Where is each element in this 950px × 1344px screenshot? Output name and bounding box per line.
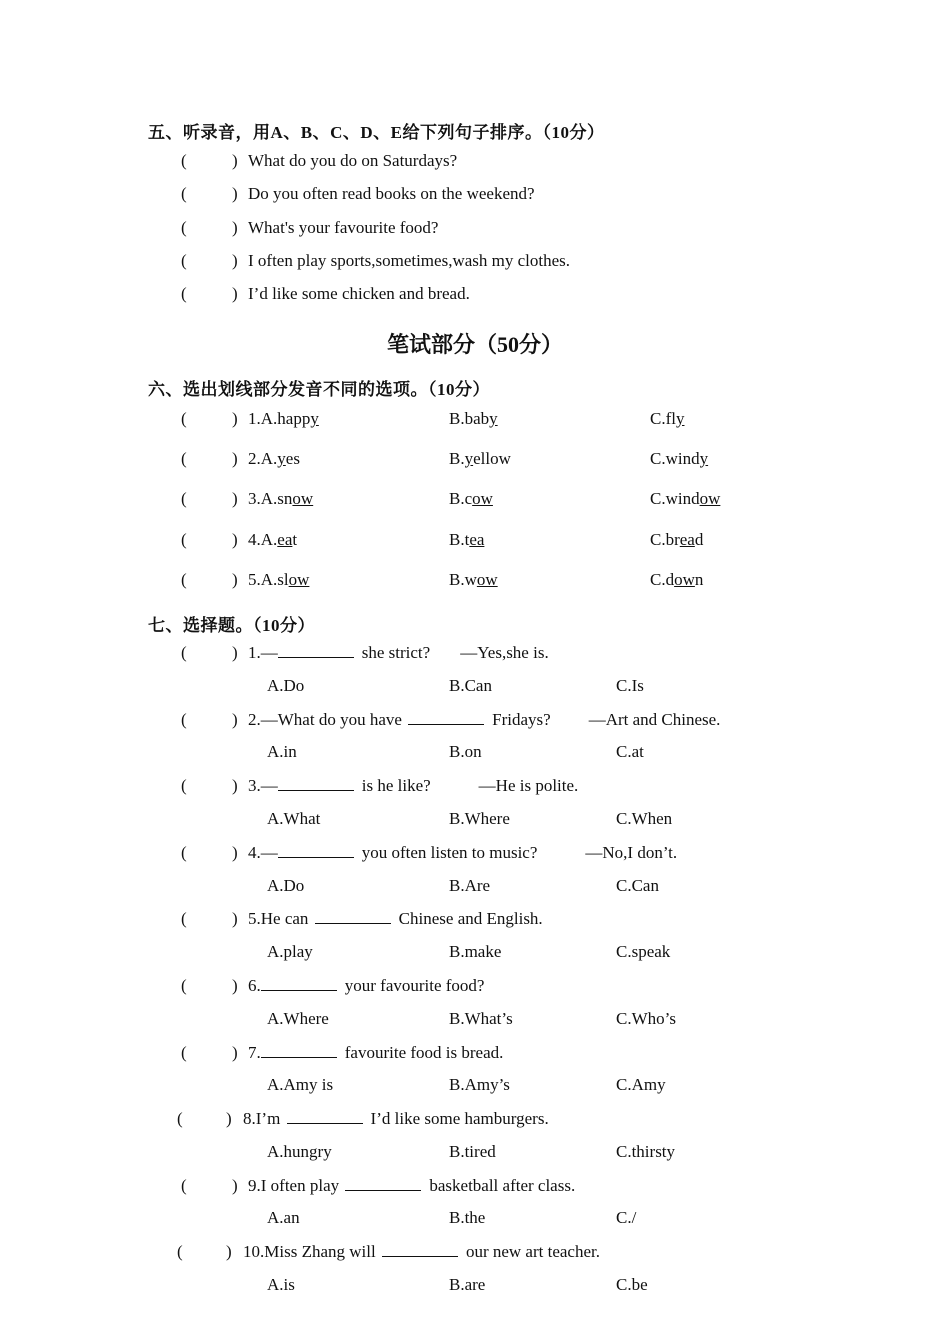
answer-blank (278, 643, 354, 658)
option-a: 3.A.snow (248, 489, 314, 508)
options-row (0, 676, 950, 700)
options-row (0, 1009, 950, 1033)
answer-paren-right: ) (232, 1043, 238, 1062)
options-row (0, 742, 950, 766)
question-row (0, 1176, 950, 1200)
option-c: C.at (616, 742, 644, 761)
question-row (0, 1242, 950, 1266)
question-text: 1.— she strict? —Yes,she is. (248, 643, 549, 662)
listening-item (0, 284, 950, 308)
question-row (0, 843, 950, 867)
option-c: C.speak (616, 942, 671, 961)
options-row (0, 1142, 950, 1166)
option-c: C.down (650, 570, 704, 589)
answer-blank (287, 1109, 363, 1124)
answer-paren-left: ( (181, 1176, 187, 1195)
option-b: B.yellow (449, 449, 511, 468)
option-b: B.cow (449, 489, 493, 508)
answer-paren-right: ) (226, 1242, 232, 1261)
answer-paren-left: ( (181, 843, 187, 862)
option-c: C./ (616, 1208, 637, 1227)
phonics-item (0, 570, 950, 594)
answer-blank (345, 1176, 421, 1191)
answer-paren-left: ( (181, 284, 187, 303)
answer-paren-left: ( (177, 1242, 183, 1261)
answer-paren-left: ( (181, 976, 187, 995)
options-row (0, 1275, 950, 1299)
question-text: 5.He can Chinese and English. (248, 909, 543, 928)
question-row (0, 976, 950, 1000)
option-c: C.Is (616, 676, 644, 695)
phonics-item (0, 449, 950, 473)
option-c: C.bread (650, 530, 704, 549)
answer-paren-left: ( (181, 909, 187, 928)
answer-paren-right: ) (232, 151, 238, 170)
answer-paren-left: ( (181, 489, 187, 508)
option-b: B.the (449, 1208, 486, 1227)
answer-paren-right: ) (232, 530, 238, 549)
option-b: B.tea (449, 530, 485, 549)
option-c: C.When (616, 809, 673, 828)
answer-paren-right: ) (232, 489, 238, 508)
option-a: A.in (267, 742, 297, 761)
answer-paren-right: ) (232, 976, 238, 995)
answer-paren-left: ( (181, 184, 187, 203)
option-a: A.Amy is (267, 1075, 334, 1094)
option-b: B.Amy’s (449, 1075, 510, 1094)
option-a: A.What (267, 809, 321, 828)
question-text: 3.— is he like? —He is polite. (248, 776, 579, 795)
question-text: 6. your favourite food? (248, 976, 485, 995)
option-b: B.Where (449, 809, 510, 828)
answer-paren-right: ) (232, 409, 238, 428)
option-a: 1.A.happy (248, 409, 319, 428)
listening-sentence: Do you often read books on the weekend? (248, 184, 535, 203)
option-b: B.are (449, 1275, 486, 1294)
section-6-heading: 六、选出划线部分发音不同的选项。（10分） (148, 380, 490, 399)
answer-paren-left: ( (181, 710, 187, 729)
question-text: 4.— you often listen to music? —No,I don’t. (248, 843, 678, 862)
question-text: 7. favourite food is bread. (248, 1043, 504, 1062)
question-text: 10.Miss Zhang will our new art teacher. (243, 1242, 600, 1261)
answer-paren-right: ) (232, 643, 238, 662)
option-a: A.Do (267, 876, 305, 895)
answer-paren-right: ) (232, 184, 238, 203)
phonics-item (0, 409, 950, 433)
option-a: 4.A.eat (248, 530, 298, 549)
answer-paren-right: ) (232, 218, 238, 237)
option-b: B.What’s (449, 1009, 513, 1028)
answer-paren-right: ) (226, 1109, 232, 1128)
option-a: A.hungry (267, 1142, 332, 1161)
question-row (0, 909, 950, 933)
question-row (0, 1043, 950, 1067)
question-row (0, 776, 950, 800)
answer-paren-left: ( (181, 776, 187, 795)
question-row (0, 643, 950, 667)
question-row (0, 710, 950, 734)
listening-sentence: I’d like some chicken and bread. (248, 284, 470, 303)
option-a: A.Do (267, 676, 305, 695)
option-a: A.is (267, 1275, 295, 1294)
listening-item (0, 251, 950, 275)
options-row (0, 942, 950, 966)
option-b: B.on (449, 742, 482, 761)
answer-paren-right: ) (232, 251, 238, 270)
answer-paren-right: ) (232, 909, 238, 928)
answer-paren-left: ( (181, 251, 187, 270)
options-row (0, 809, 950, 833)
option-a: A.an (267, 1208, 300, 1227)
phonics-item (0, 489, 950, 513)
option-c: C.be (616, 1275, 648, 1294)
written-part-title: 笔试部分（50分） (386, 332, 563, 357)
question-text: 2.—What do you have Fridays? —Art and Chinese. (248, 710, 721, 729)
option-c: C.Who’s (616, 1009, 676, 1028)
answer-paren-right: ) (232, 776, 238, 795)
answer-paren-right: ) (232, 843, 238, 862)
option-b: B.Are (449, 876, 491, 895)
answer-paren-left: ( (181, 409, 187, 428)
answer-paren-right: ) (232, 284, 238, 303)
option-c: C.thirsty (616, 1142, 676, 1161)
listening-sentence: What do you do on Saturdays? (248, 151, 458, 170)
listening-sentence: I often play sports,sometimes,wash my clothes. (248, 251, 571, 270)
answer-blank (408, 710, 484, 725)
listening-item (0, 218, 950, 242)
answer-paren-left: ( (181, 643, 187, 662)
answer-paren-right: ) (232, 710, 238, 729)
option-a: 5.A.slow (248, 570, 310, 589)
answer-paren-left: ( (177, 1109, 183, 1128)
answer-blank (261, 1043, 337, 1058)
question-text: 8.I’m I’d like some hamburgers. (243, 1109, 549, 1128)
options-row (0, 1208, 950, 1232)
option-c: C.Can (616, 876, 659, 895)
answer-paren-right: ) (232, 449, 238, 468)
option-a: A.play (267, 942, 313, 961)
question-text: 9.I often play basketball after class. (248, 1176, 576, 1195)
option-b: B.tired (449, 1142, 496, 1161)
listening-item (0, 151, 950, 175)
section-7-heading: 七、选择题。（10分） (148, 616, 315, 635)
answer-paren-left: ( (181, 1043, 187, 1062)
answer-blank (278, 776, 354, 791)
option-a: 2.A.yes (248, 449, 300, 468)
option-b: B.baby (449, 409, 498, 428)
answer-paren-left: ( (181, 570, 187, 589)
answer-paren-right: ) (232, 1176, 238, 1195)
question-row (0, 1109, 950, 1133)
option-c: C.window (650, 489, 721, 508)
option-c: C.Amy (616, 1075, 666, 1094)
answer-paren-left: ( (181, 449, 187, 468)
answer-blank (278, 843, 354, 858)
option-b: B.wow (449, 570, 498, 589)
option-c: C.fly (650, 409, 685, 428)
option-b: B.Can (449, 676, 492, 695)
option-b: B.make (449, 942, 502, 961)
phonics-item (0, 530, 950, 554)
answer-blank (315, 909, 391, 924)
option-a: A.Where (267, 1009, 329, 1028)
answer-paren-left: ( (181, 218, 187, 237)
options-row (0, 876, 950, 900)
answer-paren-left: ( (181, 530, 187, 549)
options-row (0, 1075, 950, 1099)
section-5-heading: 五、听录音，用A、B、C、D、E给下列句子排序。（10分） (148, 123, 605, 142)
answer-paren-right: ) (232, 570, 238, 589)
answer-blank (382, 1242, 458, 1257)
listening-sentence: What's your favourite food? (248, 218, 439, 237)
option-c: C.windy (650, 449, 709, 468)
listening-item (0, 184, 950, 208)
answer-blank (261, 976, 337, 991)
answer-paren-left: ( (181, 151, 187, 170)
